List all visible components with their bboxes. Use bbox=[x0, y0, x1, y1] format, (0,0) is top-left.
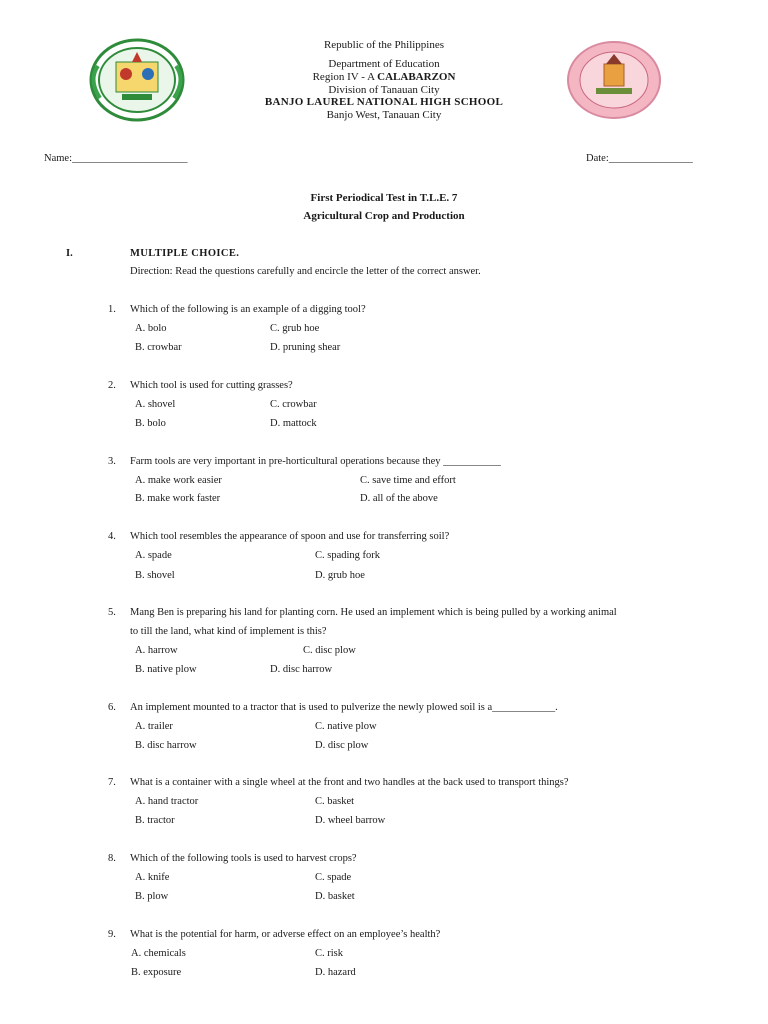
answer-option[interactable]: A. harrow bbox=[135, 645, 178, 656]
answer-option[interactable]: A. trailer bbox=[135, 721, 173, 732]
region-name: CALABARZON bbox=[377, 71, 456, 83]
answer-option[interactable]: D. basket bbox=[315, 891, 355, 902]
answer-option[interactable]: C. native plow bbox=[315, 721, 377, 732]
question-text: Mang Ben is preparing his land for planting corn. He used an implement which is being pulled by a working animal bbox=[130, 607, 617, 618]
answer-option[interactable]: C. risk bbox=[315, 948, 344, 959]
test-title: First Periodical Test in T.L.E. 7 bbox=[310, 192, 458, 204]
question-number: 8. bbox=[108, 853, 116, 864]
answer-option[interactable]: B. tractor bbox=[135, 815, 175, 826]
answer-option[interactable]: D. disc harrow bbox=[270, 664, 333, 675]
question-number: 7. bbox=[108, 777, 116, 788]
question-number: 5. bbox=[108, 607, 116, 618]
question-text: What is the potential for harm, or adverse effect on an employee’s health? bbox=[130, 929, 441, 940]
answer-option[interactable]: D. disc plow bbox=[315, 740, 369, 751]
answer-option[interactable]: D. all of the above bbox=[360, 493, 438, 504]
answer-option[interactable]: C. basket bbox=[315, 796, 355, 807]
answer-option[interactable]: A. shovel bbox=[135, 399, 176, 410]
question-text: Which tool is used for cutting grasses? bbox=[130, 380, 293, 391]
answer-option[interactable]: A. knife bbox=[135, 872, 170, 883]
answer-option[interactable]: B. plow bbox=[135, 891, 169, 902]
answer-option[interactable]: B. disc harrow bbox=[135, 740, 197, 751]
answer-option[interactable]: B. make work faster bbox=[135, 493, 221, 504]
question-number: 1. bbox=[108, 304, 116, 315]
answer-option[interactable]: A. spade bbox=[135, 550, 172, 561]
answer-option[interactable]: A. chemicals bbox=[131, 948, 186, 959]
answer-option[interactable]: A. make work easier bbox=[135, 475, 222, 486]
answer-option[interactable]: C. spading fork bbox=[315, 550, 381, 561]
answer-option[interactable]: D. grub hoe bbox=[315, 570, 365, 581]
section-number: I. bbox=[66, 248, 73, 259]
answer-option[interactable]: C. spade bbox=[315, 872, 352, 883]
school-address: Banjo West, Tanauan City bbox=[326, 109, 442, 121]
answer-option[interactable]: B. bolo bbox=[135, 418, 166, 429]
division-line: Division of Tanauan City bbox=[328, 84, 440, 96]
answer-option[interactable]: B. native plow bbox=[135, 664, 197, 675]
answer-option[interactable]: D. pruning shear bbox=[270, 342, 341, 353]
date-field[interactable]: Date:________________ bbox=[586, 153, 693, 164]
department-line: Department of Education bbox=[328, 58, 440, 70]
answer-option[interactable]: B. exposure bbox=[131, 967, 182, 978]
region-line bbox=[0, 71, 768, 84]
question-text: What is a container with a single wheel at the front and two handles at the back used to transport things? bbox=[130, 777, 569, 788]
school-name: BANJO LAUREL NATIONAL HIGH SCHOOL bbox=[264, 96, 504, 108]
question-text-continued: to till the land, what kind of implement is this? bbox=[130, 626, 327, 637]
question-number: 4. bbox=[108, 531, 116, 542]
answer-option[interactable]: D. hazard bbox=[315, 967, 356, 978]
answer-option[interactable]: A. bolo bbox=[135, 323, 167, 334]
answer-option[interactable]: A. hand tractor bbox=[135, 796, 199, 807]
question-text: Which tool resembles the appearance of spoon and use for transferring soil? bbox=[130, 531, 450, 542]
question-text: An implement mounted to a tractor that is used to pulverize the newly plowed soil is a____________. bbox=[130, 702, 558, 713]
answer-option[interactable]: C. grub hoe bbox=[270, 323, 320, 334]
question-text: Which of the following tools is used to harvest crops? bbox=[130, 853, 357, 864]
test-subtitle: Agricultural Crop and Production bbox=[303, 210, 465, 222]
section-title: MULTIPLE CHOICE. bbox=[130, 248, 240, 259]
answer-option[interactable]: C. save time and effort bbox=[360, 475, 456, 486]
question-text: Farm tools are very important in pre-horticultural operations because they ___________ bbox=[130, 456, 501, 467]
answer-option[interactable]: B. crowbar bbox=[135, 342, 182, 353]
answer-option[interactable]: D. wheel barrow bbox=[315, 815, 386, 826]
question-number: 3. bbox=[108, 456, 116, 467]
answer-option[interactable]: D. mattock bbox=[270, 418, 317, 429]
section-direction: Direction: Read the questions carefully and encircle the letter of the correct answer. bbox=[130, 266, 481, 277]
question-text: Which of the following is an example of a digging tool? bbox=[130, 304, 366, 315]
answer-option[interactable]: B. shovel bbox=[135, 570, 175, 581]
region-prefix: Region IV - A bbox=[312, 71, 378, 83]
name-field[interactable]: Name:______________________ bbox=[44, 153, 188, 164]
question-number: 2. bbox=[108, 380, 116, 391]
question-number: 6. bbox=[108, 702, 116, 713]
question-number: 9. bbox=[108, 929, 116, 940]
answer-option[interactable]: C. crowbar bbox=[270, 399, 317, 410]
republic-line: Republic of the Philippines bbox=[323, 39, 445, 51]
answer-option[interactable]: C. disc plow bbox=[303, 645, 356, 656]
